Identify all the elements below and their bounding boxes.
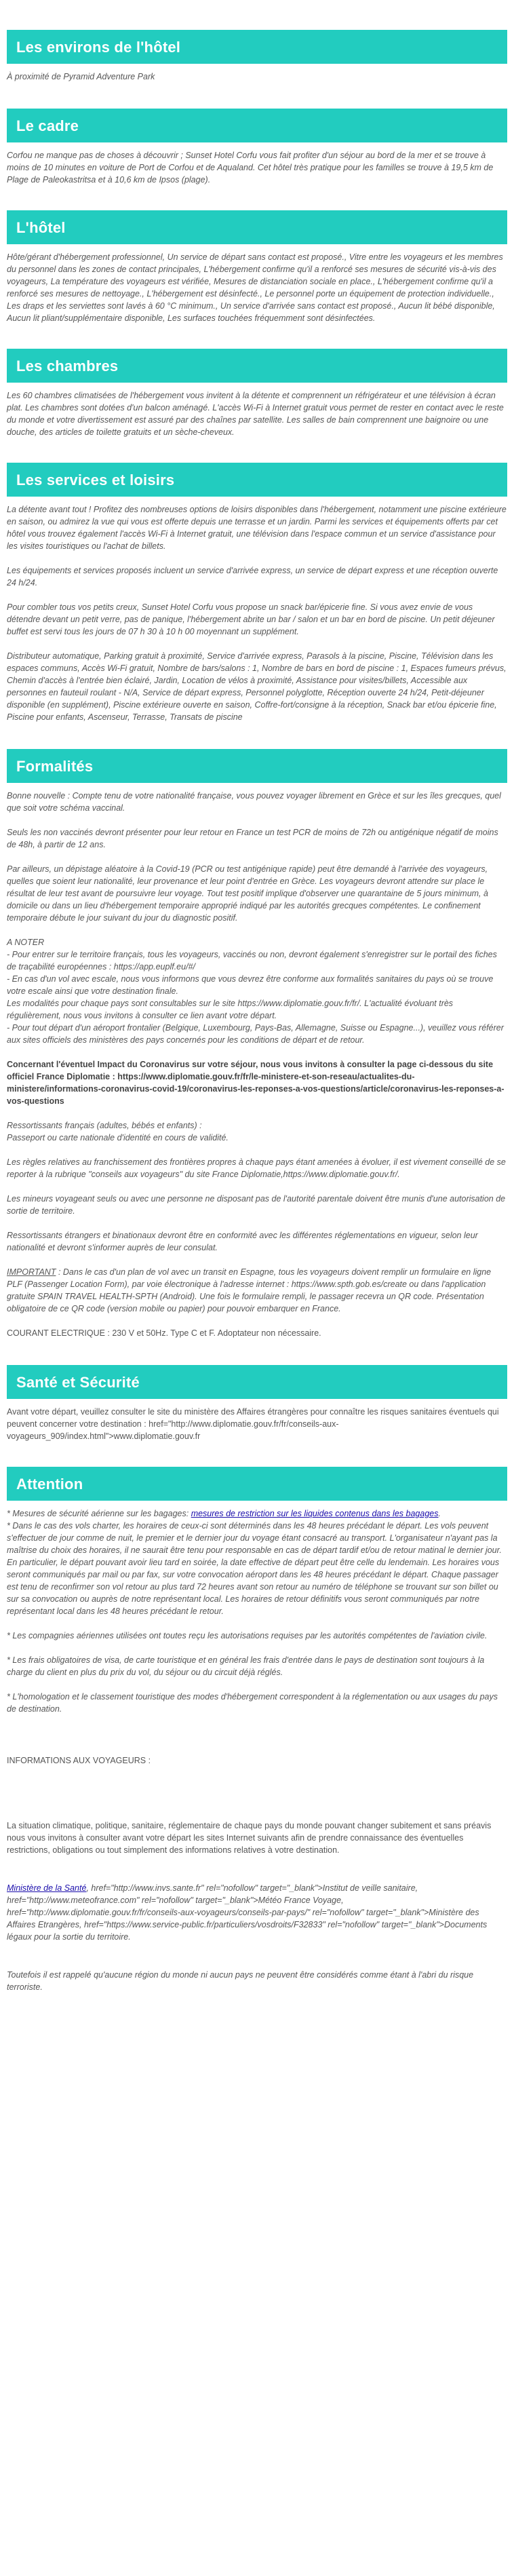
- chambres-heading: Les chambres: [7, 349, 507, 383]
- attention-l4: * Les frais obligatoires de visa, de carte touristique et en général les frais d'entrée dans le pays de destination sont toujours à la charge du client en plus du prix du vol, du séjour ou du circuit déjà réglés.: [7, 1655, 485, 1677]
- note-item: - Pour entrer sur le territoire français, tous les voyageurs, vaccinés ou non, devront également s'enregistrer sur le portail des fiches de traçabilité européennes : https://app.euplf.eu/#/: [7, 950, 497, 972]
- attention-l2: * Dans le cas des vols charter, les horaires de ceux-ci sont déterminés dans les 48 heures précédant le départ. Les vols peuvent s'effectuer de jour comme de nuit, le premier et le dernier jour du voyage étant consacré au transport. L'organisateur n'ayant pas la maîtrise du choix des horaires, il ne saurait être tenu pour responsable en cas de départ tardif et/ou de retour matinal le dernier jour. En particulier, le départ pouvant avoir lieu tard en soirée, la date effective de départ peut être celle du lendemain. Les horaires vous seront communiqués par mail ou par fax, sur votre convocation aéroport dans les 48 heures précédant le départ. Chaque passager est tenu de reconfirmer son vol retour au plus tard 72 heures avant son retour au numéro de téléphone se trouvant sur son billet ou sur sa convocation ou auprès de notre représentant local. Les horaires de retour définitifs vous seront communiqués par notre représentant local dans les 48 heures précédant le retour.: [7, 1521, 502, 1616]
- environs-subtitle: À proximité de Pyramid Adventure Park: [7, 72, 155, 81]
- hotel-heading: L'hôtel: [7, 210, 507, 244]
- note-list: [7, 936, 507, 1046]
- formalites-block: [7, 790, 507, 1339]
- note-title: A NOTER: [7, 938, 45, 947]
- ressortissants-docs: Passeport ou carte nationale d'identité en cours de validité.: [7, 1133, 229, 1142]
- important-body: : Dans le cas d'un plan de vol avec un transit en Espagne, tous les voyageurs doivent remplir un formulaire en ligne PLF (Passenger Location Form), par voie électronique à l'adresse internet : https://www.spth.gob.es/create ou dans l'application gratuite SPAIN TRAVEL HEALTH-SPTH (Android). Une fois le formulaire rempli, le passager recevra un QR code. Présentation obligatoire de ce QR code (version mobile ou papier) pour pouvoir embarquer en France.: [7, 1267, 492, 1313]
- attention-l3: * Les compagnies aériennes utilisées ont toutes reçu les autorisations requises par les autorités compétentes de l'aviation civile.: [7, 1631, 488, 1640]
- situation-text: La situation climatique, politique, sanitaire, réglementaire de chaque pays du monde pouvant changer subitement et sans préavis nous vous invitons à consulter avant votre départ les sites Internet suivants afin de prendre connaissance des éventuelles restrictions, obligations ou tout simplement des informations relatives à votre destination.: [7, 1821, 492, 1855]
- chambres-text: Les 60 chambres climatisées de l'hébergement vous invitent à la détente et comprennent un réfrigérateur et une télévision à écran plat. Les chambres sont dotées d'un balcon aménagé. L'accès Wi-Fi à Internet gratuit vous permet de rester en contact avec le reste du monde et votre divertissement est assuré par des chaînes par satellite. Les salles de bain comprennent une baignoire ou une douche, des articles de toilette gratuits et un sèche-cheveux.: [7, 391, 504, 437]
- ressortissants-label: Ressortissants français (adultes, bébés et enfants) :: [7, 1121, 202, 1130]
- courant-text: COURANT ELECTRIQUE : 230 V et 50Hz. Type C et F. Adoptateur non nécessaire.: [7, 1328, 321, 1338]
- environs-heading: Les environs de l'hôtel: [7, 30, 507, 64]
- attention-block: [7, 1507, 507, 1993]
- etrangers-text: Ressortissants étrangers et binationaux devront être en conformité avec les différentes réglementations en vigueur, selon leur nationalité et devront s'informer auprès de leur consulat.: [7, 1231, 478, 1252]
- formalites-p1: Bonne nouvelle : Compte tenu de votre nationalité française, vous pouvez voyager librement en Grèce et sur les îles grecques, quel que soit votre schéma vaccinal.: [7, 791, 501, 813]
- services-p1: La détente avant tout ! Profitez des nombreuses options de loisirs disponibles dans l'hébergement, notamment une piscine extérieure en saison, ou admirez la vue qui vous est offerte depuis une terrasse et un jardin. Parmi les services et équipements offerts par cet hôtel vous trouvez également l'accès Wi-Fi à Internet gratuit, une télévision dans l'espace commun et un service d'assistance pour les visites touristiques ou l'achat de billets.: [7, 505, 507, 551]
- sante-heading: Santé et Sécurité: [7, 1365, 507, 1399]
- important-text: [7, 1266, 507, 1315]
- cadre-heading: Le cadre: [7, 109, 507, 142]
- services-p3: Pour combler tous vos petits creux, Sunset Hotel Corfu vous propose un snack bar/épicerie fine. Si vous avez envie de vous détendre devant un petit verre, pas de panique, l'hébergement abrite un bar / salon et un bar en bord de piscine. Un petit déjeuner buffet est servi tous les jours de 07 h 30 à 10 h 00 moyennant un supplément.: [7, 602, 495, 636]
- info-title: INFORMATIONS AUX VOYAGEURS :: [7, 1756, 151, 1765]
- l1-prefix: * Mesures de sécurité aérienne sur les bagages:: [7, 1509, 191, 1518]
- important-label: IMPORTANT: [7, 1267, 56, 1277]
- note-item: - Pour tout départ d'un aéroport frontalier (Belgique, Luxembourg, Pays-Bas, Allemagne, Suisse ou Espagne...), veuillez vous référer aux sites officiels des ministères des pays concernés pour les conditions de départ et de retour.: [7, 1023, 504, 1045]
- formalites-p3: Par ailleurs, un dépistage aléatoire à la Covid-19 (PCR ou test antigénique rapide) peut être demandé à l'arrivée des voyageurs, quelles que soient leur nationalité, leur provenance et leur point d'entrée en Grèce. Les voyageurs devront attendre sur place le résultat de leur test avant de poursuivre leur voyage. Tout test positif implique d'observer une quarantaine de 5 jours minimum, à domicile ou dans un lieu d'hébergement temporaire approprié indiqué par les autorités grecques compétentes. Le confinement temporaire débute le jour suivant du jour du diagnostic positif.: [7, 864, 488, 923]
- services-p2: Les équipements et services proposés incluent un service d'arrivée express, un service de départ express et une réception ouverte 24 h/24.: [7, 566, 498, 588]
- coronavirus-notice: Concernant l'éventuel Impact du Coronavirus sur votre séjour, nous vous invitons à consulter la page ci-dessous du site officiel France Diplomatie : https://www.diplomatie.gouv.fr/fr/le-ministere-et-son-reseau/actualites-du-ministere/informations-coronavirus-covid-19/coronavirus-les-reponses-a-vos-questions/article/coronavirus-les-reponses-a-vos-questions: [7, 1060, 505, 1106]
- ressortissants-block: [7, 1119, 507, 1144]
- links-text: [7, 1882, 507, 1943]
- toutefois-text: Toutefois il est rappelé qu'aucune région du monde ni aucun pays ne peuvent être considérés comme étant à l'abri du risque terroriste.: [7, 1970, 474, 1992]
- liquides-link[interactable]: mesures de restriction sur les liquides contenus dans les bagages: [191, 1509, 439, 1518]
- attention-l1: [7, 1507, 507, 1520]
- ministere-sante-link[interactable]: Ministère de la Santé: [7, 1883, 87, 1893]
- attention-heading: Attention: [7, 1467, 507, 1501]
- l1-suffix: .: [438, 1509, 441, 1518]
- regles-text: Les règles relatives au franchissement des frontières propres à chaque pays étant amenées à évoluer, il est vivement conseillé de se reporter à la rubrique "conseils aux voyageurs" du site France Diplomatie,https://www.diplomatie.gouv.fr/.: [7, 1157, 506, 1179]
- formalites-heading: Formalités: [7, 749, 507, 783]
- attention-l5: * L'homologation et le classement touristique des modes d'hébergement correspondent à la réglementation ou aux usages du pays de destination.: [7, 1692, 498, 1714]
- mineurs-text: Les mineurs voyageant seuls ou avec une personne ne disposant pas de l'autorité parentale doivent être munis d'une autorisation de sortie de territoire.: [7, 1194, 506, 1216]
- hotel-text: Hôte/gérant d'hébergement professionnel, Un service de départ sans contact est proposé., Vitre entre les voyageurs et les membres du personnel dans les zones de contact principales, L'hébergement confirme qu'il a renforcé ses mesures de sécurité vis-à-vis des voyageurs, La température des voyageurs est vérifiée, Mesures de distanciation sociale en place., L'hébergement confirme qu'il a renforcé ses mesures de nettoyage., L'hébergement est désinfecté., Le personnel porte un équipement de protection individuelle., Les draps et les serviettes sont lavés à 60 °C minimum., Un service d'arrivée sans contact est proposé., Aucun lit bébé disponible, Aucun lit pliant/supplémentaire disponible, Les surfaces touchées fréquemment sont désinfectées.: [7, 252, 503, 323]
- formalites-p2: Seuls les non vaccinés devront présenter pour leur retour en France un test PCR de moins de 72h ou antigénique négatif de moins de 48h, à partir de 12 ans.: [7, 828, 498, 849]
- note-item: - En cas d'un vol avec escale, nous vous informons que vous devrez être conforme aux formalités sanitaires du pays où se trouve votre escale ainsi que votre destination finale.: [7, 974, 494, 996]
- note-item: Les modalités pour chaque pays sont consultables sur le site https://www.diplomatie.gouv.fr/fr/. L'actualité évoluant très régulièrement, nous vous invitons à consulter ce lien avant votre départ.: [7, 999, 454, 1020]
- cadre-text: Corfou ne manque pas de choses à découvrir ; Sunset Hotel Corfu vous fait profiter d'un séjour au bord de la mer et se trouve à moins de 10 minutes en voiture de Port de Corfou et de Aqualand. Cet hôtel très pratique pour les familles se trouve à 19,5 km de Plage de Paleokastritsa et à 10,6 km de Ipsos (plage).: [7, 151, 494, 185]
- services-p4: Distributeur automatique, Parking gratuit à proximité, Service d'arrivée express, Parasols à la piscine, Piscine, Télévision dans les espaces communs, Accès Wi-Fi gratuit, Nombre de bars/salons : 1, Nombre de bars en bord de piscine : 1, Espaces fumeurs prévus, Chemin d'accès à l'entrée bien éclairé, Jardin, Location de vélos à proximité, Assistance pour visites/billets, Accessible aux personnes en fauteuil roulant - N/A, Service de départ express, Personnel polyglotte, Réception ouverte 24 h/24, Petit-déjeuner disponible (en supplément), Piscine extérieure ouverte en saison, Coffre-fort/consigne à la réception, Snack bar et/ou épicerie fine, Piscine pour enfants, Ascenseur, Terrasse, Transats de piscine: [7, 651, 507, 722]
- sante-text: Avant votre départ, veuillez consulter le site du ministère des Affaires étrangères pour connaître les risques sanitaires éventuels qui peuvent concerner votre destination : href="http://www.diplomatie.gouv.fr/fr/conseils-aux-voyageurs_909/index.html">www.diplomatie.gouv.fr: [7, 1407, 499, 1441]
- services-heading: Les services et loisirs: [7, 463, 507, 497]
- services-block: [7, 503, 507, 723]
- links-body: , href="http://www.invs.sante.fr" rel="nofollow" target="_blank">Institut de veille sanitaire, href="http://www.meteofrance.com" rel="nofollow" target="_blank">Météo France Voyage, href="http://www.diplomatie.gouv.fr/fr/conseils-aux-voyageurs/conseils-par-pays/" rel="nofollow" target="_blank">Ministère des Affaires Etrangères, href="https://www.service-public.fr/particuliers/vosdroits/F32833" rel="nofollow" target="_blank">Documents légaux pour la sortie du territoire.: [7, 1883, 488, 1942]
